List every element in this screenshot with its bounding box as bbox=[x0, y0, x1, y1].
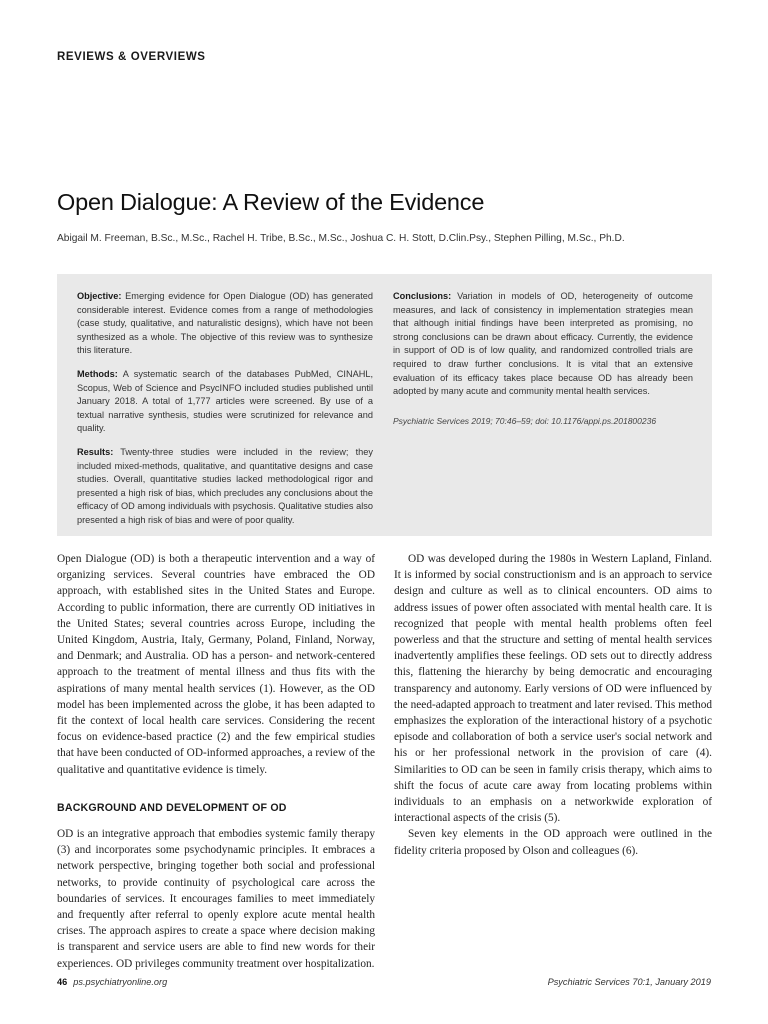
abstract-right-column bbox=[393, 290, 693, 438]
section-label: REVIEWS & OVERVIEWS bbox=[57, 51, 206, 63]
abstract-citation: Psychiatric Services 2019; 70:46–59; doi: 10.1176/appi.ps.201800236 bbox=[393, 415, 657, 426]
body-left-column bbox=[57, 551, 375, 972]
body-paragraph-elements: Seven key elements in the OD approach were outlined in the fidelity criteria proposed by Olson and colleagues (6). bbox=[394, 828, 712, 857]
page-number: 46 bbox=[57, 977, 68, 987]
article-title: Open Dialogue: A Review of the Evidence bbox=[57, 189, 485, 215]
objective-label: Objective: bbox=[77, 291, 122, 301]
methods-text: A systematic search of the databases PubMed, CINAHL, Scopus, Web of Science and PsycINFO included studies published until January 2018. A total of 1,777 articles were screened. By use of a textual narrative synthesis, studies were scrutinized for relevance and quality. bbox=[77, 368, 374, 434]
abstract-left-column bbox=[77, 290, 373, 538]
conclusions-label: Conclusions: bbox=[393, 291, 452, 301]
body-paragraph-intro: Open Dialogue (OD) is both a therapeutic intervention and a way of organizing services. Several countries have embraced the OD approach, with established sites in the United States and Europe. According to public information, there are currently OD initiatives in the United States; several countries across Europe, including the United Kingdom, Austria, Italy, Germany, Poland, Finland, Norway, and Denmark; and Australia. OD has a person- and network-centered approach to the treatment of mental illness and thus fits with the aspirations of many mental health services (1). However, as the OD model has been implemented across the globe, it has been adapted to fit the context of local health care services. Considering the recent focus on evidence-based practice (2) and the few empirical studies that have been conducted of OD-informed approaches, a review of the qualitative and quantitative evidence is timely. bbox=[57, 553, 375, 776]
journal-footer: Psychiatric Services 70:1, January 2019 bbox=[547, 977, 711, 987]
body-paragraph-background: OD is an integrative approach that embodies systemic family therapy (3) and incorporates some psychodynamic principles. It embraces a network perspective, bringing together both social and professional networks, to provide continuity of psychological care across the boundaries of services. It encourages families to meet immediately and frequently after referral to openly explore acute mental health crises. The approach aspires to create a space where decision making is transparent and service users are able to find new words for their experiences. OD privileges community treatment over hospitalization. bbox=[57, 828, 375, 970]
site-link[interactable]: ps.psychiatryonline.org bbox=[73, 977, 168, 987]
objective-text: Emerging evidence for Open Dialogue (OD) has generated considerable interest. Evidence comes from a range of methodologies (case study, qualitative, and naturalistic designs), which have not been synthesized as a whole. The objective of this review was to synthesize this literature. bbox=[77, 291, 373, 356]
results-label: Results: bbox=[77, 446, 114, 457]
results-text: Twenty-three studies were included in the review; they included mixed-methods, qualitative, and quantitative designs and case studies. Overall, quantitative studies lacked methodological rigor and presented a high risk of bias, which precludes any conclusions about the efficacy of OD among individuals with psychosis. Qualitative studies also presented a high risk of bias and were of poor quality. bbox=[77, 446, 373, 525]
abstract-objective bbox=[77, 290, 373, 358]
abstract-methods bbox=[77, 368, 373, 436]
body-right-column bbox=[394, 551, 712, 859]
body-paragraph-history: OD was developed during the 1980s in Western Lapland, Finland. It is informed by social constructionism and is an approach to service design and culture as well as to clinical encounters. OD aims to address issues of power often associated with mental health care. It is recognized that people with mental health problems often feel powerless and that the structure and setting of mental health services inadvertently amplifies these feelings. OD sets out to directly address this, flattening the hierarchy by being democratic and encouraging transparency and autonomy. Early versions of OD were influenced by the need-adapted approach to treatment and later revised. This method emphasizes the exploration of the interactional history of a psychotic episode and collaboration of both a service user's social network and his or her professional network in the provision of care (4). Similarities to OD can be seen in family crisis therapy, which aims to shift the focus of acute care away from locating problems within individuals to an emphasis on a networkwide exploration of interactional aspects of the crisis (5). bbox=[394, 553, 712, 825]
methods-label: Methods: bbox=[77, 368, 118, 379]
abstract-results bbox=[77, 446, 373, 528]
section-heading: BACKGROUND AND DEVELOPMENT OF OD bbox=[57, 801, 287, 814]
footer-left bbox=[57, 977, 167, 987]
abstract-box bbox=[57, 274, 712, 536]
author-list: Abigail M. Freeman, B.Sc., M.Sc., Rachel H. Tribe, B.Sc., M.Sc., Joshua C. H. Stott, D.Clin.Psy., Stephen Pilling, M.Sc., Ph.D. bbox=[57, 233, 625, 244]
abstract-conclusions bbox=[393, 290, 693, 399]
conclusions-text: Variation in models of OD, heterogeneity of outcome measures, and lack of consistency in implementation strategies mean that although initial findings have been interpreted as promising, no strong conclusions can be drawn about efficacy. Currently, the evidence in support of OD is of low quality, and randomized controlled trials are required to draw further conclusions. It is vital that an extensive evaluation of its efficacy takes place because OD has already been adopted by many acute and community mental health services. bbox=[393, 291, 693, 397]
